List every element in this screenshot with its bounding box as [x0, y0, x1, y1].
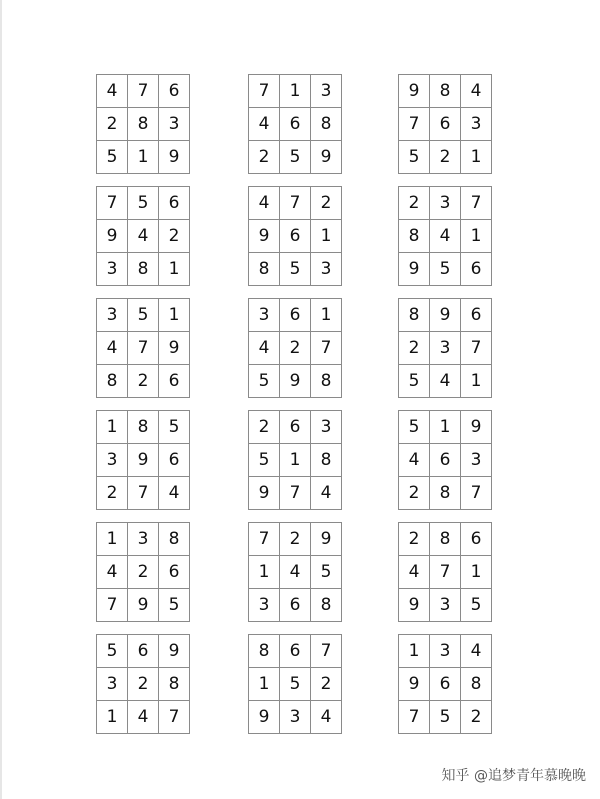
grid-cell: 8 [311, 365, 342, 398]
number-grid [398, 634, 492, 734]
grid-row [399, 635, 492, 668]
grid-cell: 2 [311, 668, 342, 701]
grid-cell: 1 [97, 523, 128, 556]
grid-row [97, 444, 190, 477]
grid-cell: 6 [159, 75, 190, 108]
grid-cell: 3 [430, 332, 461, 365]
number-grid [96, 634, 190, 734]
grid-row [97, 589, 190, 622]
grid-cell: 2 [430, 141, 461, 174]
grid-row [249, 75, 342, 108]
grid-row [249, 108, 342, 141]
grid-cell: 3 [461, 444, 492, 477]
grid-cell: 3 [249, 589, 280, 622]
grid-cell: 9 [399, 253, 430, 286]
grid-cell: 1 [97, 411, 128, 444]
grid-cell: 7 [311, 635, 342, 668]
grid-cell: 3 [430, 187, 461, 220]
grid-cell: 9 [128, 444, 159, 477]
grid-row [97, 187, 190, 220]
grid-cell: 7 [128, 75, 159, 108]
grid-row [249, 635, 342, 668]
grid-row [249, 220, 342, 253]
grid-cell: 9 [159, 635, 190, 668]
grid-cell: 8 [399, 220, 430, 253]
grid-cell: 6 [430, 108, 461, 141]
grid-row [97, 299, 190, 332]
grid-cell: 2 [97, 108, 128, 141]
grid-row [399, 141, 492, 174]
grid-cell: 6 [159, 187, 190, 220]
grid-row [249, 187, 342, 220]
grid-cell: 5 [461, 589, 492, 622]
grid-cell: 1 [311, 220, 342, 253]
grid-cell: 6 [128, 635, 159, 668]
grid-row [97, 701, 190, 734]
grid-cell: 7 [311, 332, 342, 365]
grid-cell: 5 [399, 411, 430, 444]
grid-cell: 5 [280, 141, 311, 174]
grid-cell: 4 [311, 477, 342, 510]
grid-cell: 4 [430, 365, 461, 398]
grid-row [399, 332, 492, 365]
grid-cell: 9 [399, 589, 430, 622]
number-grid [398, 186, 492, 286]
grid-cell: 2 [280, 332, 311, 365]
grid-cell: 4 [249, 108, 280, 141]
grid-cell: 5 [249, 365, 280, 398]
grid-cell: 2 [128, 668, 159, 701]
grid-cell: 6 [159, 365, 190, 398]
grid-cell: 9 [280, 365, 311, 398]
grid-cell: 6 [430, 668, 461, 701]
grid-cell: 5 [97, 141, 128, 174]
grid-cell: 4 [399, 444, 430, 477]
grid-cell: 5 [128, 187, 159, 220]
grid-cell: 9 [249, 701, 280, 734]
grid-cell: 2 [249, 411, 280, 444]
grid-cell: 8 [249, 635, 280, 668]
grid-cell: 4 [249, 187, 280, 220]
grid-row [249, 253, 342, 286]
grid-cell: 2 [399, 477, 430, 510]
grid-cell: 3 [311, 75, 342, 108]
number-grid [398, 298, 492, 398]
grid-cell: 7 [280, 187, 311, 220]
watermark-text: 知乎 @追梦青年慕晚晚 [441, 768, 586, 784]
grid-cell: 1 [249, 556, 280, 589]
grid-cell: 4 [159, 477, 190, 510]
grid-cell: 7 [97, 187, 128, 220]
grid-cell: 1 [97, 701, 128, 734]
grid-row [399, 477, 492, 510]
number-grid [248, 298, 342, 398]
grid-row [97, 220, 190, 253]
number-grid [248, 634, 342, 734]
grid-cell: 2 [249, 141, 280, 174]
grid-cell: 3 [97, 299, 128, 332]
grid-cell: 4 [311, 701, 342, 734]
grid-row [399, 411, 492, 444]
grid-cell: 4 [97, 75, 128, 108]
grid-cell: 5 [280, 668, 311, 701]
grid-cell: 9 [249, 220, 280, 253]
grid-cell: 8 [399, 299, 430, 332]
grid-row [399, 365, 492, 398]
grid-cell: 1 [399, 635, 430, 668]
grid-cell: 3 [97, 668, 128, 701]
grid-row [97, 556, 190, 589]
grid-cell: 3 [97, 444, 128, 477]
grid-row [97, 253, 190, 286]
grid-cell: 5 [399, 141, 430, 174]
grid-cell: 7 [461, 332, 492, 365]
number-grid [96, 298, 190, 398]
grid-cell: 2 [399, 523, 430, 556]
grid-cell: 7 [128, 332, 159, 365]
grid-row [399, 589, 492, 622]
grid-cell: 4 [461, 635, 492, 668]
grid-cell: 1 [249, 668, 280, 701]
grid-cell: 9 [311, 523, 342, 556]
grid-cell: 3 [159, 108, 190, 141]
grid-cell: 6 [159, 556, 190, 589]
number-grid [96, 74, 190, 174]
grid-cell: 7 [249, 75, 280, 108]
grid-cell: 8 [249, 253, 280, 286]
grid-cell: 9 [311, 141, 342, 174]
grid-cell: 3 [311, 411, 342, 444]
grid-cell: 7 [461, 187, 492, 220]
grid-cell: 6 [461, 253, 492, 286]
grid-cell: 7 [97, 589, 128, 622]
grid-cell: 3 [97, 253, 128, 286]
grid-row [249, 701, 342, 734]
grid-cell: 2 [128, 365, 159, 398]
grid-row [97, 635, 190, 668]
grid-cell: 5 [430, 253, 461, 286]
grid-cell: 6 [461, 523, 492, 556]
grid-cell: 6 [461, 299, 492, 332]
grid-row [249, 477, 342, 510]
grid-cell: 9 [159, 332, 190, 365]
grid-cell: 5 [249, 444, 280, 477]
grid-row [249, 299, 342, 332]
grid-row [399, 444, 492, 477]
grid-cell: 2 [280, 523, 311, 556]
grid-cell: 1 [159, 299, 190, 332]
grid-cell: 5 [159, 589, 190, 622]
grid-cell: 8 [311, 444, 342, 477]
grid-row [97, 477, 190, 510]
grid-cell: 5 [311, 556, 342, 589]
grid-cell: 1 [311, 299, 342, 332]
grid-cell: 8 [128, 108, 159, 141]
number-grid [248, 74, 342, 174]
grid-row [399, 556, 492, 589]
grid-row [97, 75, 190, 108]
grid-cell: 1 [461, 220, 492, 253]
grid-row [249, 332, 342, 365]
grid-cell: 3 [128, 523, 159, 556]
grid-row [399, 701, 492, 734]
grid-cell: 6 [280, 220, 311, 253]
grid-cell: 7 [461, 477, 492, 510]
grid-row [399, 108, 492, 141]
grid-cell: 9 [159, 141, 190, 174]
grid-cell: 8 [430, 75, 461, 108]
grid-row [399, 523, 492, 556]
grid-row [399, 220, 492, 253]
grid-cell: 8 [128, 411, 159, 444]
grid-cell: 4 [128, 701, 159, 734]
grid-row [249, 556, 342, 589]
grid-row [249, 365, 342, 398]
grid-row [399, 75, 492, 108]
grid-cell: 2 [128, 556, 159, 589]
grid-cell: 9 [97, 220, 128, 253]
grid-cell: 4 [97, 556, 128, 589]
grid-cell: 2 [399, 187, 430, 220]
number-grid [248, 186, 342, 286]
number-grid [96, 522, 190, 622]
grid-cell: 5 [128, 299, 159, 332]
grid-row [97, 523, 190, 556]
grid-cell: 8 [311, 589, 342, 622]
grid-cell: 8 [311, 108, 342, 141]
grid-cell: 6 [159, 444, 190, 477]
grid-row [97, 332, 190, 365]
grid-cell: 9 [249, 477, 280, 510]
grid-row [249, 589, 342, 622]
grid-cell: 6 [280, 411, 311, 444]
grid-cell: 8 [461, 668, 492, 701]
grid-cell: 1 [461, 365, 492, 398]
grid-cell: 2 [311, 187, 342, 220]
grid-row [399, 253, 492, 286]
grid-cell: 4 [399, 556, 430, 589]
grid-cell: 2 [97, 477, 128, 510]
grid-cell: 9 [430, 299, 461, 332]
grid-cell: 7 [159, 701, 190, 734]
grid-cell: 2 [159, 220, 190, 253]
grid-cell: 4 [430, 220, 461, 253]
grid-cell: 2 [461, 701, 492, 734]
grid-cell: 5 [399, 365, 430, 398]
grid-cell: 4 [280, 556, 311, 589]
grid-row [97, 108, 190, 141]
grid-cell: 1 [461, 556, 492, 589]
grid-cell: 9 [461, 411, 492, 444]
grid-cell: 5 [97, 635, 128, 668]
grid-cell: 9 [399, 75, 430, 108]
grid-cell: 8 [128, 253, 159, 286]
grid-cell: 1 [430, 411, 461, 444]
grid-cell: 7 [430, 556, 461, 589]
number-grid [398, 410, 492, 510]
grid-cell: 7 [399, 701, 430, 734]
grid-row [249, 141, 342, 174]
page-edge-divider [0, 0, 2, 799]
grid-cell: 6 [280, 299, 311, 332]
grid-row [97, 365, 190, 398]
grid-cell: 6 [280, 589, 311, 622]
grid-cell: 8 [159, 668, 190, 701]
grid-cell: 8 [430, 523, 461, 556]
grid-row [399, 668, 492, 701]
grid-cell: 9 [128, 589, 159, 622]
grid-cell: 4 [97, 332, 128, 365]
grid-cell: 1 [461, 141, 492, 174]
grid-cell: 4 [461, 75, 492, 108]
grid-cell: 8 [97, 365, 128, 398]
grid-cell: 1 [280, 444, 311, 477]
grid-cell: 5 [280, 253, 311, 286]
grid-row [249, 411, 342, 444]
grid-cell: 8 [430, 477, 461, 510]
grid-cell: 3 [461, 108, 492, 141]
grid-row [399, 299, 492, 332]
grid-row [249, 523, 342, 556]
grid-row [399, 187, 492, 220]
grid-cell: 4 [128, 220, 159, 253]
grid-cell: 1 [159, 253, 190, 286]
grid-row [249, 668, 342, 701]
number-grid [96, 186, 190, 286]
number-grid [248, 522, 342, 622]
grid-cell: 1 [128, 141, 159, 174]
number-grid [398, 522, 492, 622]
number-grid [96, 410, 190, 510]
grid-row [97, 141, 190, 174]
grid-cell: 6 [280, 635, 311, 668]
number-grid [398, 74, 492, 174]
grid-cell: 3 [249, 299, 280, 332]
grid-row [97, 411, 190, 444]
grid-cell: 3 [280, 701, 311, 734]
grid-row [97, 668, 190, 701]
grid-cell: 7 [128, 477, 159, 510]
grid-cell: 7 [280, 477, 311, 510]
grid-cell: 5 [159, 411, 190, 444]
grid-cell: 3 [311, 253, 342, 286]
grid-cell: 4 [249, 332, 280, 365]
grid-cell: 6 [280, 108, 311, 141]
grid-cell: 5 [430, 701, 461, 734]
grid-cell: 2 [399, 332, 430, 365]
grid-cell: 9 [399, 668, 430, 701]
grid-cell: 6 [430, 444, 461, 477]
grid-cell: 7 [399, 108, 430, 141]
number-grid [248, 410, 342, 510]
grid-cell: 8 [159, 523, 190, 556]
grid-cell: 1 [280, 75, 311, 108]
grid-row [249, 444, 342, 477]
grid-cell: 7 [249, 523, 280, 556]
grid-cell: 3 [430, 589, 461, 622]
grid-cell: 3 [430, 635, 461, 668]
